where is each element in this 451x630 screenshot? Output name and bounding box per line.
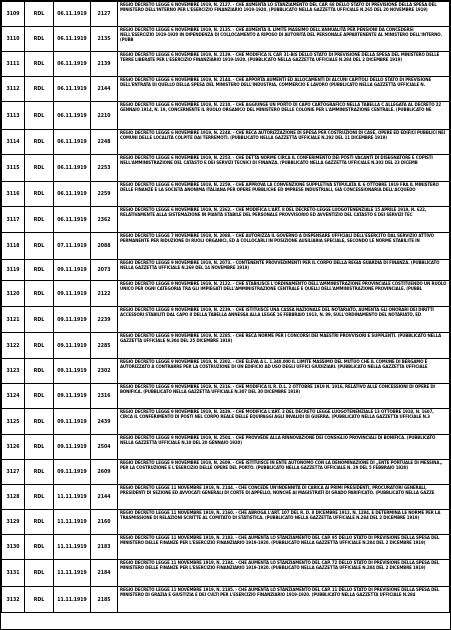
act-description-cell: REGIO DECRETO LEGGE 6 NOVEMBRE 1919, N. 2259. - CHE APPROVA LA CONVENZIONE SUPPLETIVA STIPULATA IL 6 OTTOBRE 1919 FRA IL MINISTERO DELLE FINANZE E LA SOCIETÀ ANONIMA ITALIANA PER OPERE PUBBLICHE ED IMPRESE INDUSTRIALI, GIÀ CONCESSIONARIA DELL'ACQUEDO [118,182,450,207]
table-row [2,77,450,102]
table-row [2,155,450,182]
act-number-cell: 2122 [91,281,118,307]
table-row [2,435,450,460]
act-description-cell: REGIO DECRETO LEGGE 9 NOVEMBRE 1919, N. 2073. - CONTENENTE PROVVEDIMENTI PER IL CORPO DELLA REGIA GUARDIA DI FINANZA. (PUBBLICATO NELLA GAZZETTA UFFICIALE N.269 DEL 14 NOVEMBRE 1919) [118,260,450,281]
record-number-cell: 3127 [2,460,25,485]
act-type-cell: RDL [25,587,54,613]
table-row [2,2,450,27]
act-type-cell: RDL [25,52,54,77]
act-description-cell: REGIO DECRETO LEGGE 9 NOVEMBRE 1919, N. 2122. - CHE STABILISCE L'ORDINAMENTO DELL'AMMINISTRAZIONE PROVINCIALE COSTITUENDO UN RUOLO UNICO PER OGNI CATEGORIA TRA GLI IMPIEGATI DELL'AMMINISTRAZIONE CENTRALE E QUELLI DELL'AMMINISTRAZIONE PROVINCIALE. (PUBBL [118,281,450,307]
table-row [2,359,450,384]
act-number-cell: 2135 [91,27,118,52]
act-description-cell: REGIO DECRETO LEGGE 9 NOVEMBRE 1919, N. 2302. - CHE ELEVA A L. 1.340.000 IL LIMITE MASSIMO DEL MUTUO CHE IL COMUNE DI BERGAMO È AUTORIZZATO A CONTRARRE PER LA COSTRUZIONE DI UN EDIFICIO AD USO DEGLI UFFICI GIUDIZIARI. (PUBBLICATO NELLA GAZZETTA UFFICIALE [118,359,450,384]
record-number-cell: 3121 [2,307,25,333]
act-description-cell: REGIO DECRETO LEGGE 11 NOVEMBRE 1919, N. 2183. - CHE AUMENTA LO STANZIAMENTO DEL CAP. 95 DELLO STATO DI PREVISIONE DELLA SPESA DEL MINISTERO DELLE FINANZE PER L'ESERCIZIO FINANZIARIO 1919-1920. (PUBBLICATO NELLA GAZZETTA UFFICIALE N.284 DEL 2 DICEMBRE 1919) [118,535,450,560]
record-number-cell: 3114 [2,130,25,155]
act-date-cell: 09.11.1919 [54,359,91,384]
act-number-cell: 2184 [91,560,118,587]
record-number-cell: 3119 [2,260,25,281]
act-number-cell: 2239 [91,307,118,333]
act-description-cell: REGIO DECRETO LEGGE 9 NOVEMBRE 1919, N. 2609. - CHE ISTITUISCE IN ENTE AUTONOMO CON LA DENOMINAZIONE DI „ENTE PORTUALE DI MESSINA„ PER LA COSTRUZIONE E L'ESERCIZIO DELLE OPERE DEL PORTO. (PUBBLICATO NELLA GAZZETTA UFFICIALE N. 29 DEL 5 FEBBRAIO 1920) [118,460,450,485]
record-number-cell: 3128 [2,485,25,510]
act-type-cell: RDL [25,77,54,102]
record-number-cell: 3124 [2,384,25,409]
table-row [2,182,450,207]
decree-table-body [2,2,450,613]
act-description-cell: REGIO DECRETO LEGGE 11 NOVEMBRE 1919, N. 2144. - CHE CONCEDE UN'INDENNITÀ DI CARICA AI PRIMI PRESIDENTI, PROCURATORI GENERALI, PRESIDENTI DI SEZIONE ED AVVOCATI GENERALI DI CORTE DI APPELLO, NONCHÉ AI MAGISTRATI DI GRADO PARIFICATO. (PUBBLICATO NELLA GAZZE [118,485,450,510]
act-description-cell: REGIO DECRETO LEGGE 6 NOVEMBRE 1919, N. 2253. - CHE DETTA NORME CIRCA IL CONFERIMENTO DEI POSTI VACANTI DI DISEGNATORE E COPISTI NELL'AMMINISTRAZIONE DEL CATASTO E DEI SERVIZI TECNICI DI FINANZA. (PUBBLICATO NELLA GAZZETTA UFFICIALE N.302 DEL 23 DICEMB [118,155,450,182]
act-description-cell: REGIO DECRETO LEGGE 9 NOVEMBRE 1919, N. 2239. - CHE ISTITUISCE UNA CASSA NAZIONALE DEL NOTARIATO, AUMENTA GLI ONORARI DEI DIRITTI ACCESSORI STABILITI DAL CAPO II DELLA TABELLA ANNESSA ALLA LEGGE 16 FEBBRAIO 1913, N. 89, SULL'ORDINAMENTO DEL NOTARIATO, ED [118,307,450,333]
act-date-cell: 06.11.1919 [54,182,91,207]
act-type-cell: RDL [25,359,54,384]
decree-table [1,1,450,613]
act-type-cell: RDL [25,207,54,233]
table-row [2,460,450,485]
record-number-cell: 3130 [2,535,25,560]
table-row [2,485,450,510]
act-number-cell: 2144 [91,485,118,510]
act-date-cell: 09.11.1919 [54,260,91,281]
act-type-cell: RDL [25,384,54,409]
act-number-cell: 2362 [91,207,118,233]
act-date-cell: 11.11.1919 [54,535,91,560]
act-date-cell: 06.11.1919 [54,27,91,52]
act-number-cell: 2316 [91,384,118,409]
act-date-cell: 11.11.1919 [54,510,91,535]
act-type-cell: RDL [25,155,54,182]
act-number-cell: 2088 [91,233,118,260]
act-type-cell: RDL [25,260,54,281]
act-type-cell: RDL [25,281,54,307]
table-row [2,560,450,587]
table-row [2,207,450,233]
table-row [2,52,450,77]
record-number-cell: 3109 [2,2,25,27]
act-date-cell: 06.11.1919 [54,102,91,130]
act-description-cell: REGIO DECRETO LEGGE 6 NOVEMBRE 1919, N. 2144. - CHE APPORTA AUMENTI ED ALLOCAMENTI DI ALCUNI CAPITOLI DELLO STATO DI PREVISIONE DELL'ENTRATA DI QUELLO DELLA SPESA DEL MINISTERO DELL'INDUSTRIA, COMMERCIO E LAVORO (PUBBLICATO NELLA GAZZETTA UFFICIALE N. [118,77,450,102]
act-description-cell: REGIO DECRETO LEGGE 7 NOVEMBRE 1919, N. 2088. - CHE AUTORIZZA IL GOVERNO A DISPENSARE UFFICIALI DELL'ESERCITO DAL SERVIZIO ATTIVO PERMANENTE PER RIDUZIONE DI RUOLI ORGANICI, ED A COLLOCARLI IN POSIZIONE AUSILIARIA SPECIALE, SECONDO LE NORME STABILITE IN [118,233,450,260]
act-date-cell: 06.11.1919 [54,77,91,102]
act-number-cell: 2504 [91,435,118,460]
act-type-cell: RDL [25,182,54,207]
act-type-cell: RDL [25,560,54,587]
act-description-cell: REGIO DECRETO LEGGE 11 NOVEMBRE 1919, N. 2160. - CHE ABROGA L'ART. 107 DEL R. D. 8 DICEMBRE 1912, N. 1284, E DETERMINA LE NORME PER LA TRASMISSIONE DI RELAZIONI SCRITTE AL COMITATO DI STATISTICA. (PUBBLICATO NELLA GAZZETTA UFFICIALE N.284 DEL 2 DICEMBRE 1919) [118,510,450,535]
record-number-cell: 3113 [2,102,25,130]
act-number-cell: 2439 [91,409,118,435]
act-number-cell: 2253 [91,155,118,182]
table-row [2,307,450,333]
table-row [2,102,450,130]
act-type-cell: RDL [25,535,54,560]
act-number-cell: 2210 [91,102,118,130]
act-description-cell: REGIO DECRETO LEGGE 9 NOVEMBRE 1919, N. 2439. - CHE MODIFICA L'ART. 3 DEL DECRETO LEGGE LUOGOTENENZIALE 13 OTTOBRE 1918, N. 1607, CIRCA IL CONFERIMENTO DI POSTI NEL CORPO REALE DELLE EQUIPAGGI AGLI INVALIDI DI GUERRA. (PUBBLICATO NELLA GAZZETTA UFFICIALE N.3 [118,409,450,435]
record-number-cell: 3125 [2,409,25,435]
act-number-cell: 2185 [91,587,118,613]
act-date-cell: 11.11.1919 [54,485,91,510]
act-description-cell: REGIO DECRETO LEGGE 6 NOVEMBRE 1919, N. 2362. - CHE MODIFICA L'ART. 8 DEL DECRETO-LEGGE LUOGOTENENZIALE 15 APRILE 1919, N. 622, RELATIVAMENTE ALLA SISTEMAZIONE IN PIANTA STABILE DEL PERSONALE PROVVISORIO ED AVVENTIZIO DEL CATASTO E DEI SERVIZI TEC [118,207,450,233]
act-description-cell: REGIO DECRETO LEGGE 6 NOVEMBRE 1919, N. 2139. - CHE MODIFICA IL CAP. 31-BIS DELLO STATO DI PREVISIONE DELLA SPESA DEL MINISTERO DELLE TERRE LIBERATE PER L'ESERCIZIO FINANZIARIO 1919-1920. (PUBBLICATO NELLA GAZZETTA UFFICIALE N.284 DEL 2 DICEMBRE 1919) [118,52,450,77]
act-description-cell: REGIO DECRETO LEGGE 9 NOVEMBRE 1919, N. 2504. - CHE PROVVEDE ALLA RINNOVAZIONE DEI CONSIGLIO PROVINCIALI DI BONIFICA. (PUBBLICATO NELLA GAZZETTA UFFICIALE N.10 DEL 20 GENNAIO 1920) [118,435,450,460]
table-row [2,535,450,560]
record-number-cell: 3131 [2,560,25,587]
record-number-cell: 3115 [2,155,25,182]
act-type-cell: RDL [25,435,54,460]
act-number-cell: 2302 [91,359,118,384]
table-row [2,281,450,307]
record-number-cell: 3123 [2,359,25,384]
act-date-cell: 06.11.1919 [54,155,91,182]
act-type-cell: RDL [25,485,54,510]
act-type-cell: RDL [25,27,54,52]
table-row [2,260,450,281]
table-row [2,27,450,52]
act-date-cell: 11.11.1919 [54,587,91,613]
act-description-cell: REGIO DECRETO LEGGE 9 NOVEMBRE 1919, N. 2316. - CHE MODIFICA IL R. D.L. 2 OTTOBRE 1919 N. 1916, RELATIVO ALLE CONCESSIONI DI OPERE DI BONIFICA. (PUBBLICATO NELLA GAZZETTA UFFICIALE N.307 DEL 30 DICEMBRE 1919) [118,384,450,409]
act-number-cell: 2073 [91,260,118,281]
act-date-cell: 09.11.1919 [54,435,91,460]
act-description-cell: REGIO DECRETO LEGGE 6 NOVEMBRE 1919, N. 2135. - CHE AUMENTA IL LIMITE MASSIMO DELL'ANNUALITÀ PER PENSIONI DA CONCEDERSI NELL'ESERCIZIO 1919-1920 IN DIPENDENZA DI COLLOCAMENTO A RIPOSO DI AUTORITÀ DEL PERSONALE APPARTENENTE AL MINISTERO DELL'INTERNO. (PUBB [118,27,450,52]
act-number-cell: 2144 [91,77,118,102]
act-date-cell: 09.11.1919 [54,409,91,435]
act-date-cell: 09.11.1919 [54,384,91,409]
record-number-cell: 3110 [2,27,25,52]
act-number-cell: 2259 [91,182,118,207]
table-row [2,384,450,409]
table-row [2,130,450,155]
record-number-cell: 3117 [2,207,25,233]
act-number-cell: 2248 [91,130,118,155]
act-date-cell: 06.11.1919 [54,52,91,77]
act-description-cell: REGIO DECRETO LEGGE 6 NOVEMBRE 1919, N. 2210. - CHE AGGIUNGE UN PORTO DI CAPO CARTOGRAFICO NELLA TABELLA C ALLEGATA AL DECRETO 22 GENNAIO 1914, N. 19, CONCERNENTE IL RUOLO ORGANICO DEL MINISTERO DELLE COLONIE PER L'AMMINISTRAZIONE CENTRALE. (PUBBLICATO NE [118,102,450,130]
act-number-cell: 2183 [91,535,118,560]
table-row [2,510,450,535]
record-number-cell: 3120 [2,281,25,307]
act-date-cell: 07.11.1919 [54,233,91,260]
record-number-cell: 3112 [2,77,25,102]
table-row [2,587,450,613]
act-type-cell: RDL [25,409,54,435]
table-row [2,233,450,260]
act-date-cell: 11.11.1919 [54,560,91,587]
act-number-cell: 2160 [91,510,118,535]
record-number-cell: 3111 [2,52,25,77]
act-type-cell: RDL [25,102,54,130]
act-description-cell: REGIO DECRETO LEGGE 6 NOVEMBRE 1919, N. 2248. - CHE RECA AUTORIZZAZIONE DI SPESA PER COSTRUZIONI DI CASE, OPERE ED EDIFICI PUBBLICI NEI COMUNI DELLE LOCALITÀ COLPITE DAI TERREMOTI. (PUBBLICATO NELLA GAZZETTA UFFICIALE N.292 DEL 11 DICEMBRE 1919) [118,130,450,155]
act-description-cell: REGIO DECRETO LEGGE 9 NOVEMBRE 1919, N. 2285. - CHE RECA NORME PER I CONCORSI DEI MAESTRI PROVVISORI E SUPPLENTI. (PUBBLICATO NELLA GAZZETTA UFFICIALE N.304 DEL 25 DICEMBRE 1919) [118,333,450,359]
act-date-cell: 06.11.1919 [54,130,91,155]
act-number-cell: 2139 [91,52,118,77]
act-type-cell: RDL [25,2,54,27]
record-number-cell: 3118 [2,233,25,260]
act-type-cell: RDL [25,233,54,260]
act-date-cell: 09.11.1919 [54,460,91,485]
act-type-cell: RDL [25,510,54,535]
act-date-cell: 06.11.1919 [54,207,91,233]
act-type-cell: RDL [25,130,54,155]
act-type-cell: RDL [25,333,54,359]
act-number-cell: 2609 [91,460,118,485]
table-row [2,409,450,435]
table-row [2,333,450,359]
act-number-cell: 2285 [91,333,118,359]
act-date-cell: 09.11.1919 [54,281,91,307]
act-date-cell: 09.11.1919 [54,307,91,333]
record-number-cell: 3122 [2,333,25,359]
act-description-cell: REGIO DECRETO LEGGE 11 NOVEMBRE 1919, N. 2185. - CHE AUMENTA LO STANZIAMENTO DEL CAP. 11 DELLO STATO DI PREVISIONE DELLA SPESA DEL MINISTERO DI GRAZIA E GIUSTIZIA E DEI CULTI PER L'ESERCIZIO FINANZIARIO 1919-1920. (PUBBLICATO NELLA GAZZETTA UFFICIALE N.284 [118,587,450,613]
act-description-cell: REGIO DECRETO LEGGE 11 NOVEMBRE 1919, N. 2184. - CHE AUMENTA LO STANZIAMENTO DEL CAP. 72 DELLO STATO DI PREVISIONE DELLA SPESA DEL MINISTERO DELLE FINANZE PER L'ESERCIZIO FINANZIARIO 1919-1920. (PUBBLICATO NELLA GAZZETTA UFFICIALE N.284 DEL 2 DICEMBRE 1919) [118,560,450,587]
act-date-cell: 06.11.1919 [54,2,91,27]
act-date-cell: 09.11.1919 [54,333,91,359]
act-type-cell: RDL [25,460,54,485]
record-number-cell: 3132 [2,587,25,613]
act-type-cell: RDL [25,307,54,333]
record-number-cell: 3129 [2,510,25,535]
record-number-cell: 3126 [2,435,25,460]
act-number-cell: 2127 [91,2,118,27]
record-number-cell: 3116 [2,182,25,207]
act-description-cell: REGIO DECRETO LEGGE 6 NOVEMBRE 1919, N. 2127. - CHE AUMENTA LO STANZIAMENTO DEL CAP. 68 DELLO STATO DI PREVISIONE DELLA SPESA DEL MINISTERO DELL'INTERNO PER L'ESERCIZIO FINANZIARIO 1919-1920. (PUBBLICATO NELLA GAZZETTA UFFICIALE N.265 DEL 20 NOVEMBRE 1919) [118,2,450,27]
